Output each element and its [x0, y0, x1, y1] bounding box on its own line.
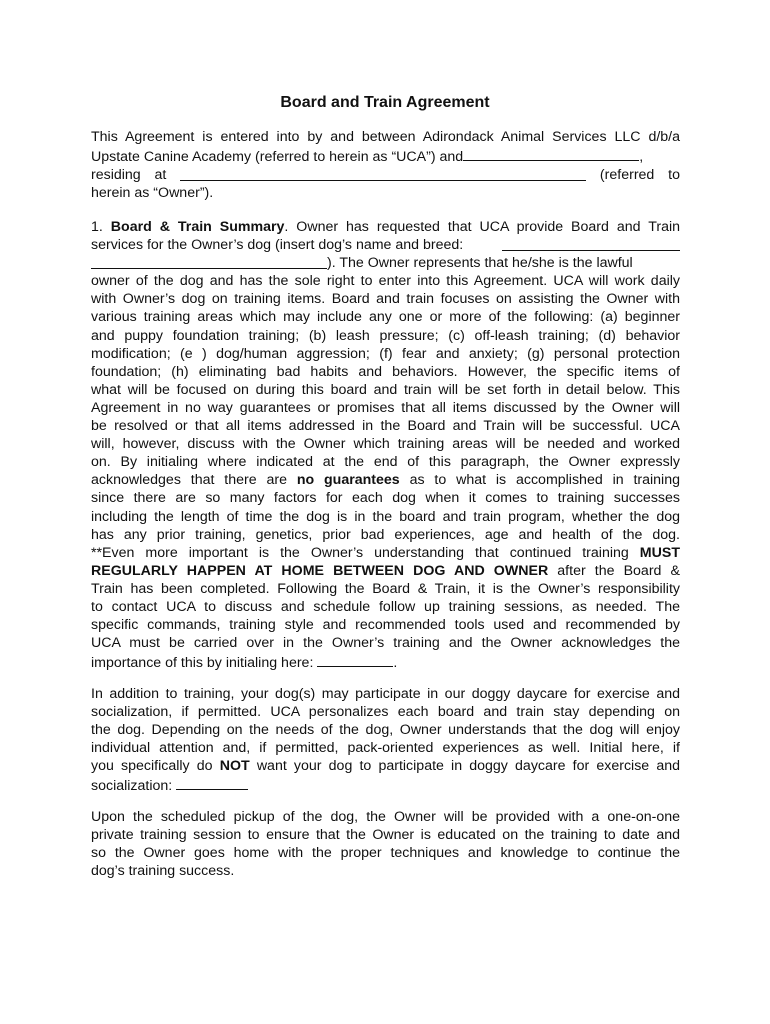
- dog-name-breed-blank[interactable]: [502, 236, 680, 251]
- text-line: will, however, discuss with the Owner which training areas will be needed and worked: [91, 436, 680, 453]
- daycare-paragraph: [91, 685, 680, 796]
- text-line: Upon the scheduled pickup of the dog, the Owner will be provided with a one-on-one: [91, 809, 680, 825]
- daycare-opt-out-initial-blank[interactable]: [176, 775, 248, 790]
- text-line: herein as “Owner”).: [91, 185, 214, 202]
- text-fragment: Upstate Canine Academy (referred to herein as “UCA”) and: [91, 149, 464, 166]
- intro-paragraph: [91, 128, 680, 202]
- text-line: In addition to training, your dog(s) may participate in our doggy daycare for exercise and: [91, 686, 680, 702]
- text-line: foundation; (h) eliminating bad habits and behaviors. However, the specific items of: [91, 363, 680, 380]
- text-fragment: as to what is accomplished in training: [409, 472, 680, 489]
- text-fragment: after the Board &: [557, 562, 680, 579]
- text-fragment: residing: [91, 167, 141, 184]
- text-line: specific commands, training style and recommended tools used and recommended by: [91, 617, 680, 634]
- text-fragment: importance of this by initialing here:: [91, 655, 314, 672]
- owner-name-blank[interactable]: [463, 146, 639, 161]
- section-board-train-summary: [91, 218, 680, 672]
- text-line: [91, 757, 680, 775]
- text-line: [91, 236, 680, 254]
- pickup-paragraph: [91, 808, 680, 880]
- text-line: with Owner’s dog on training items. Board and train focuses on assisting the Owner with: [91, 291, 680, 308]
- text-line: socialization, if permitted. UCA personalizes each board and train stay depending on: [91, 704, 680, 721]
- text-fragment: services for the Owner’s dog (insert dog’s name and breed:: [91, 237, 464, 254]
- text-line: [91, 652, 680, 672]
- text-line: [91, 544, 680, 562]
- text-fragment: acknowledges that there are: [91, 472, 287, 489]
- text-fragment: .: [393, 655, 398, 672]
- text-line: has any prior training, genetics, prior bad experiences, age and health of the dog.: [91, 526, 680, 543]
- emphasis-text: REGULARLY HAPPEN AT HOME BETWEEN DOG AND OWNER: [91, 562, 549, 579]
- text-fragment: ). The Owner represents that he/she is the lawful: [327, 255, 633, 272]
- page-title: Board and Train Agreement: [280, 94, 490, 111]
- text-line: dog’s training success.: [91, 863, 235, 880]
- text-line: [91, 562, 680, 580]
- text-line: [91, 775, 680, 795]
- initial-here-blank[interactable]: [317, 652, 393, 667]
- text-line: [91, 254, 680, 272]
- text-fragment: ,: [639, 149, 644, 166]
- text-line: various training areas which may include any one or more of the following: (a) beginner: [91, 309, 680, 326]
- dog-name-breed-blank-2[interactable]: [91, 254, 327, 269]
- section-number: 1.: [91, 219, 103, 235]
- text-line: be resolved or that all items addressed in the Board and Train will be successful. UCA: [91, 418, 680, 435]
- text-line: UCA must be carried over in the Owner’s training and the Owner acknowledges the: [91, 635, 680, 652]
- text-line: including the length of time the dog is in the board and train program, whether the dog: [91, 508, 680, 525]
- text-fragment: socialization:: [91, 778, 173, 795]
- text-fragment: (referred: [599, 167, 655, 184]
- text-line: the dog. Depending on the needs of the dog, Owner understands that the dog will enjoy: [91, 722, 680, 739]
- text-line: since there are so many factors for each dog when it comes to training successes: [91, 490, 680, 507]
- text-fragment: to: [668, 167, 680, 184]
- text-line: private training session to ensure that the Owner is educated on the training to date and: [91, 827, 680, 844]
- text-line: [91, 146, 680, 166]
- emphasis-text: NOT: [219, 758, 250, 775]
- text-fragment: . Owner has requested that UCA provide Board and Train: [284, 219, 681, 235]
- text-line: Train has been completed. Following the Board & Train, it is the Owner’s responsibility: [91, 580, 680, 597]
- emphasis-text: MUST: [639, 544, 680, 561]
- text-line: [91, 218, 680, 236]
- emphasis-text: no guarantees: [296, 472, 400, 489]
- text-fragment: want your dog to participate in doggy daycare for exercise and: [256, 758, 680, 775]
- section-heading: Board & Train Summary: [110, 219, 285, 235]
- owner-address-blank[interactable]: [180, 166, 586, 181]
- text-line: [91, 166, 680, 184]
- text-line: [91, 471, 680, 489]
- text-line: so the Owner goes home with the proper techniques and knowledge to continue the: [91, 845, 680, 862]
- text-fragment: **Even more important is the Owner’s understanding that continued training: [91, 544, 629, 561]
- text-line: to contact UCA to discuss and schedule follow up training sessions, as needed. The: [91, 598, 680, 615]
- text-line: and puppy foundation training; (b) leash pressure; (c) off-leash training; (d) behavior: [91, 327, 680, 344]
- text-line: Agreement in no way guarantees or promises that all items discussed by the Owner will: [91, 399, 680, 416]
- text-fragment: you specifically do: [91, 758, 213, 775]
- text-line: individual attention and, if permitted, pack-oriented experiences as well. Initial here, if: [91, 740, 680, 757]
- text-line: on. By initialing where indicated at the end of this paragraph, the Owner expressly: [91, 454, 680, 471]
- text-line: owner of the dog and has the sole right to enter into this Agreement. UCA will work daily: [91, 273, 680, 290]
- text-line: what will be focused on during this board and train will be set forth in detail below. This: [91, 381, 680, 398]
- text-fragment: at: [154, 167, 167, 184]
- text-line: This Agreement is entered into by and between Adirondack Animal Services LLC d/b/a: [91, 129, 680, 145]
- text-line: modification; (e ) dog/human aggression; (f) fear and anxiety; (g) personal protection: [91, 345, 680, 362]
